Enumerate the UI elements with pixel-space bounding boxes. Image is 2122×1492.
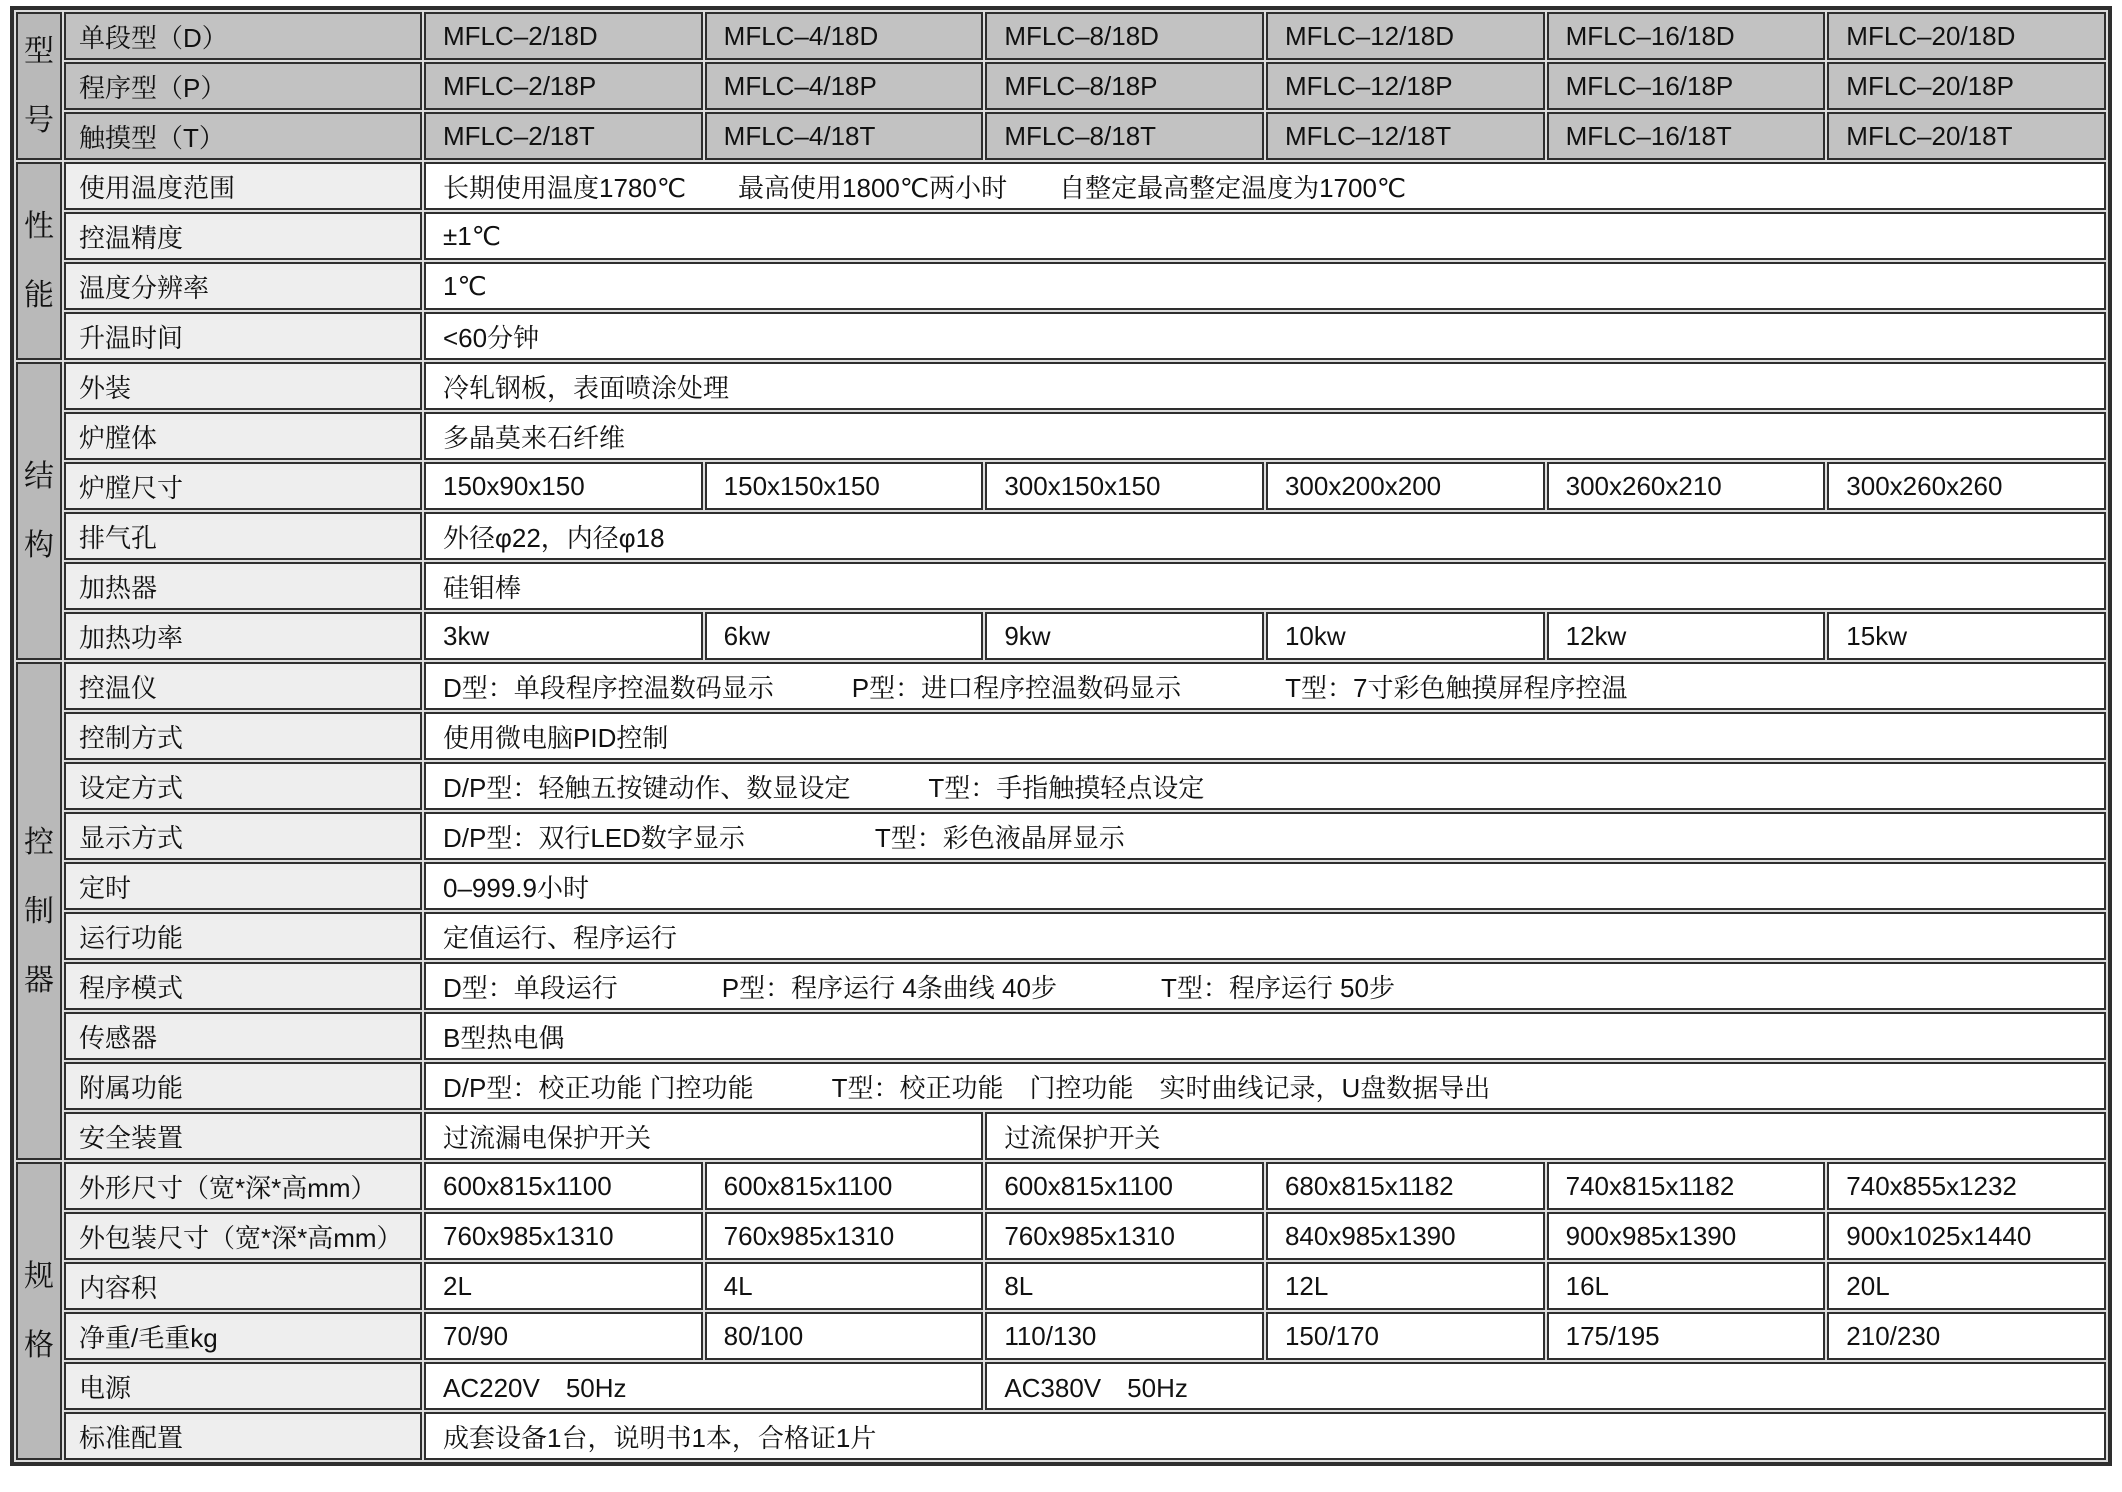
value-cell: 900x985x1390: [1547, 1212, 1826, 1260]
row-label-cell: 外包装尺寸（宽*深*高mm）: [64, 1212, 422, 1260]
value-cell: 760x985x1310: [424, 1212, 703, 1260]
value-cell: 300x150x150: [985, 462, 1264, 510]
row-label-cell: 定时: [64, 862, 422, 910]
value-cell: 150/170: [1266, 1312, 1545, 1360]
value-cell: 8L: [985, 1262, 1264, 1310]
category-cell: 控制器: [16, 662, 62, 1160]
table-row: [16, 812, 2106, 860]
row-label-cell: 控温精度: [64, 212, 422, 260]
value-cell: 150x150x150: [705, 462, 984, 510]
value-cell: 2L: [424, 1262, 703, 1310]
table-row: [16, 1012, 2106, 1060]
model-cell: MFLC–16/18T: [1547, 112, 1826, 160]
table-row: [16, 1412, 2106, 1460]
table-row: [16, 462, 2106, 510]
model-cell: MFLC–8/18P: [985, 62, 1264, 110]
row-label-cell: 运行功能: [64, 912, 422, 960]
value-cell: 900x1025x1440: [1827, 1212, 2106, 1260]
table-row: [16, 112, 2106, 160]
value-cell: 外径φ22，内径φ18: [424, 512, 2106, 560]
model-cell: MFLC–16/18D: [1547, 12, 1826, 60]
row-label-cell: 升温时间: [64, 312, 422, 360]
value-cell: 定值运行、程序运行: [424, 912, 2106, 960]
value-cell: 760x985x1310: [705, 1212, 984, 1260]
model-cell: MFLC–8/18T: [985, 112, 1264, 160]
value-cell: 使用微电脑PID控制: [424, 712, 2106, 760]
value-cell: 12kw: [1547, 612, 1826, 660]
table-row: [16, 12, 2106, 60]
value-cell: 840x985x1390: [1266, 1212, 1545, 1260]
table-row: [16, 712, 2106, 760]
row-label-cell: 显示方式: [64, 812, 422, 860]
row-label-cell: 触摸型（T）: [64, 112, 422, 160]
row-label-cell: 电源: [64, 1362, 422, 1410]
model-cell: MFLC–20/18D: [1827, 12, 2106, 60]
value-cell: 硅钼棒: [424, 562, 2106, 610]
table-row: [16, 1062, 2106, 1110]
value-cell: 300x260x260: [1827, 462, 2106, 510]
row-label-cell: 炉膛体: [64, 412, 422, 460]
value-cell: 多晶莫来石纤维: [424, 412, 2106, 460]
row-label-cell: 设定方式: [64, 762, 422, 810]
table-row: [16, 162, 2106, 210]
value-cell: 600x815x1100: [705, 1162, 984, 1210]
value-cell: 4L: [705, 1262, 984, 1310]
category-cell: 型号: [16, 12, 62, 160]
spec-table-body: [16, 12, 2106, 1460]
model-cell: MFLC–16/18P: [1547, 62, 1826, 110]
value-cell: 1℃: [424, 262, 2106, 310]
value-cell: 600x815x1100: [424, 1162, 703, 1210]
value-cell: 15kw: [1827, 612, 2106, 660]
table-row: [16, 1262, 2106, 1310]
table-row: [16, 212, 2106, 260]
row-label-cell: 控制方式: [64, 712, 422, 760]
row-label-cell: 加热器: [64, 562, 422, 610]
value-cell: <60分钟: [424, 312, 2106, 360]
value-cell: 12L: [1266, 1262, 1545, 1310]
value-cell: B型热电偶: [424, 1012, 2106, 1060]
table-row: [16, 962, 2106, 1010]
table-row: [16, 362, 2106, 410]
row-label-cell: 安全装置: [64, 1112, 422, 1160]
model-cell: MFLC–12/18D: [1266, 12, 1545, 60]
row-label-cell: 控温仪: [64, 662, 422, 710]
value-cell: 6kw: [705, 612, 984, 660]
value-cell: 16L: [1547, 1262, 1826, 1310]
value-cell: D型：单段程序控温数码显示 P型：进口程序控温数码显示 T型：7寸彩色触摸屏程序控温: [424, 662, 2106, 710]
value-cell: D/P型：轻触五按键动作、数显设定 T型：手指触摸轻点设定: [424, 762, 2106, 810]
row-label-cell: 外形尺寸（宽*深*高mm）: [64, 1162, 422, 1210]
value-cell: 成套设备1台，说明书1本，合格证1片: [424, 1412, 2106, 1460]
table-row: [16, 1362, 2106, 1410]
model-cell: MFLC–4/18T: [705, 112, 984, 160]
value-cell: AC380V 50Hz: [985, 1362, 2106, 1410]
row-label-cell: 内容积: [64, 1262, 422, 1310]
table-row: [16, 612, 2106, 660]
value-cell: 长期使用温度1780℃ 最高使用1800℃两小时 自整定最高整定温度为1700℃: [424, 162, 2106, 210]
model-cell: MFLC–2/18D: [424, 12, 703, 60]
value-cell: 300x200x200: [1266, 462, 1545, 510]
table-row: [16, 1312, 2106, 1360]
category-cell: 性能: [16, 162, 62, 360]
row-label-cell: 标准配置: [64, 1412, 422, 1460]
table-row: [16, 562, 2106, 610]
value-cell: 70/90: [424, 1312, 703, 1360]
value-cell: 0–999.9小时: [424, 862, 2106, 910]
table-row: [16, 1112, 2106, 1160]
model-cell: MFLC–20/18T: [1827, 112, 2106, 160]
model-cell: MFLC–4/18P: [705, 62, 984, 110]
row-label-cell: 传感器: [64, 1012, 422, 1060]
row-label-cell: 单段型（D）: [64, 12, 422, 60]
model-cell: MFLC–4/18D: [705, 12, 984, 60]
value-cell: 110/130: [985, 1312, 1264, 1360]
value-cell: 680x815x1182: [1266, 1162, 1545, 1210]
row-label-cell: 温度分辨率: [64, 262, 422, 310]
value-cell: 10kw: [1266, 612, 1545, 660]
value-cell: D/P型：双行LED数字显示 T型：彩色液晶屏显示: [424, 812, 2106, 860]
value-cell: D型：单段运行 P型：程序运行 4条曲线 40步 T型：程序运行 50步: [424, 962, 2106, 1010]
row-label-cell: 使用温度范围: [64, 162, 422, 210]
model-cell: MFLC–2/18P: [424, 62, 703, 110]
table-row: [16, 1212, 2106, 1260]
table-row: [16, 512, 2106, 560]
value-cell: 210/230: [1827, 1312, 2106, 1360]
row-label-cell: 炉膛尺寸: [64, 462, 422, 510]
model-cell: MFLC–12/18P: [1266, 62, 1545, 110]
row-label-cell: 外装: [64, 362, 422, 410]
value-cell: 3kw: [424, 612, 703, 660]
value-cell: D/P型：校正功能 门控功能 T型：校正功能 门控功能 实时曲线记录，U盘数据导出: [424, 1062, 2106, 1110]
table-row: [16, 312, 2106, 360]
value-cell: 9kw: [985, 612, 1264, 660]
value-cell: 150x90x150: [424, 462, 703, 510]
model-cell: MFLC–2/18T: [424, 112, 703, 160]
table-row: [16, 762, 2106, 810]
category-cell: 结构: [16, 362, 62, 660]
row-label-cell: 净重/毛重kg: [64, 1312, 422, 1360]
row-label-cell: 排气孔: [64, 512, 422, 560]
table-row: [16, 862, 2106, 910]
value-cell: 过流保护开关: [985, 1112, 2106, 1160]
row-label-cell: 程序模式: [64, 962, 422, 1010]
table-row: [16, 412, 2106, 460]
table-row: [16, 1162, 2106, 1210]
row-label-cell: 加热功率: [64, 612, 422, 660]
value-cell: 740x855x1232: [1827, 1162, 2106, 1210]
table-row: [16, 662, 2106, 710]
value-cell: 300x260x210: [1547, 462, 1826, 510]
table-row: [16, 262, 2106, 310]
table-row: [16, 912, 2106, 960]
row-label-cell: 附属功能: [64, 1062, 422, 1110]
row-label-cell: 程序型（P）: [64, 62, 422, 110]
value-cell: 740x815x1182: [1547, 1162, 1826, 1210]
value-cell: 760x985x1310: [985, 1212, 1264, 1260]
value-cell: AC220V 50Hz: [424, 1362, 983, 1410]
model-cell: MFLC–20/18P: [1827, 62, 2106, 110]
table-row: [16, 62, 2106, 110]
value-cell: 175/195: [1547, 1312, 1826, 1360]
value-cell: 冷轧钢板，表面喷涂处理: [424, 362, 2106, 410]
category-cell: 规格: [16, 1162, 62, 1460]
value-cell: 20L: [1827, 1262, 2106, 1310]
value-cell: 过流漏电保护开关: [424, 1112, 983, 1160]
value-cell: 80/100: [705, 1312, 984, 1360]
value-cell: ±1℃: [424, 212, 2106, 260]
model-cell: MFLC–12/18T: [1266, 112, 1545, 160]
model-cell: MFLC–8/18D: [985, 12, 1264, 60]
value-cell: 600x815x1100: [985, 1162, 1264, 1210]
spec-table: [10, 6, 2112, 1466]
